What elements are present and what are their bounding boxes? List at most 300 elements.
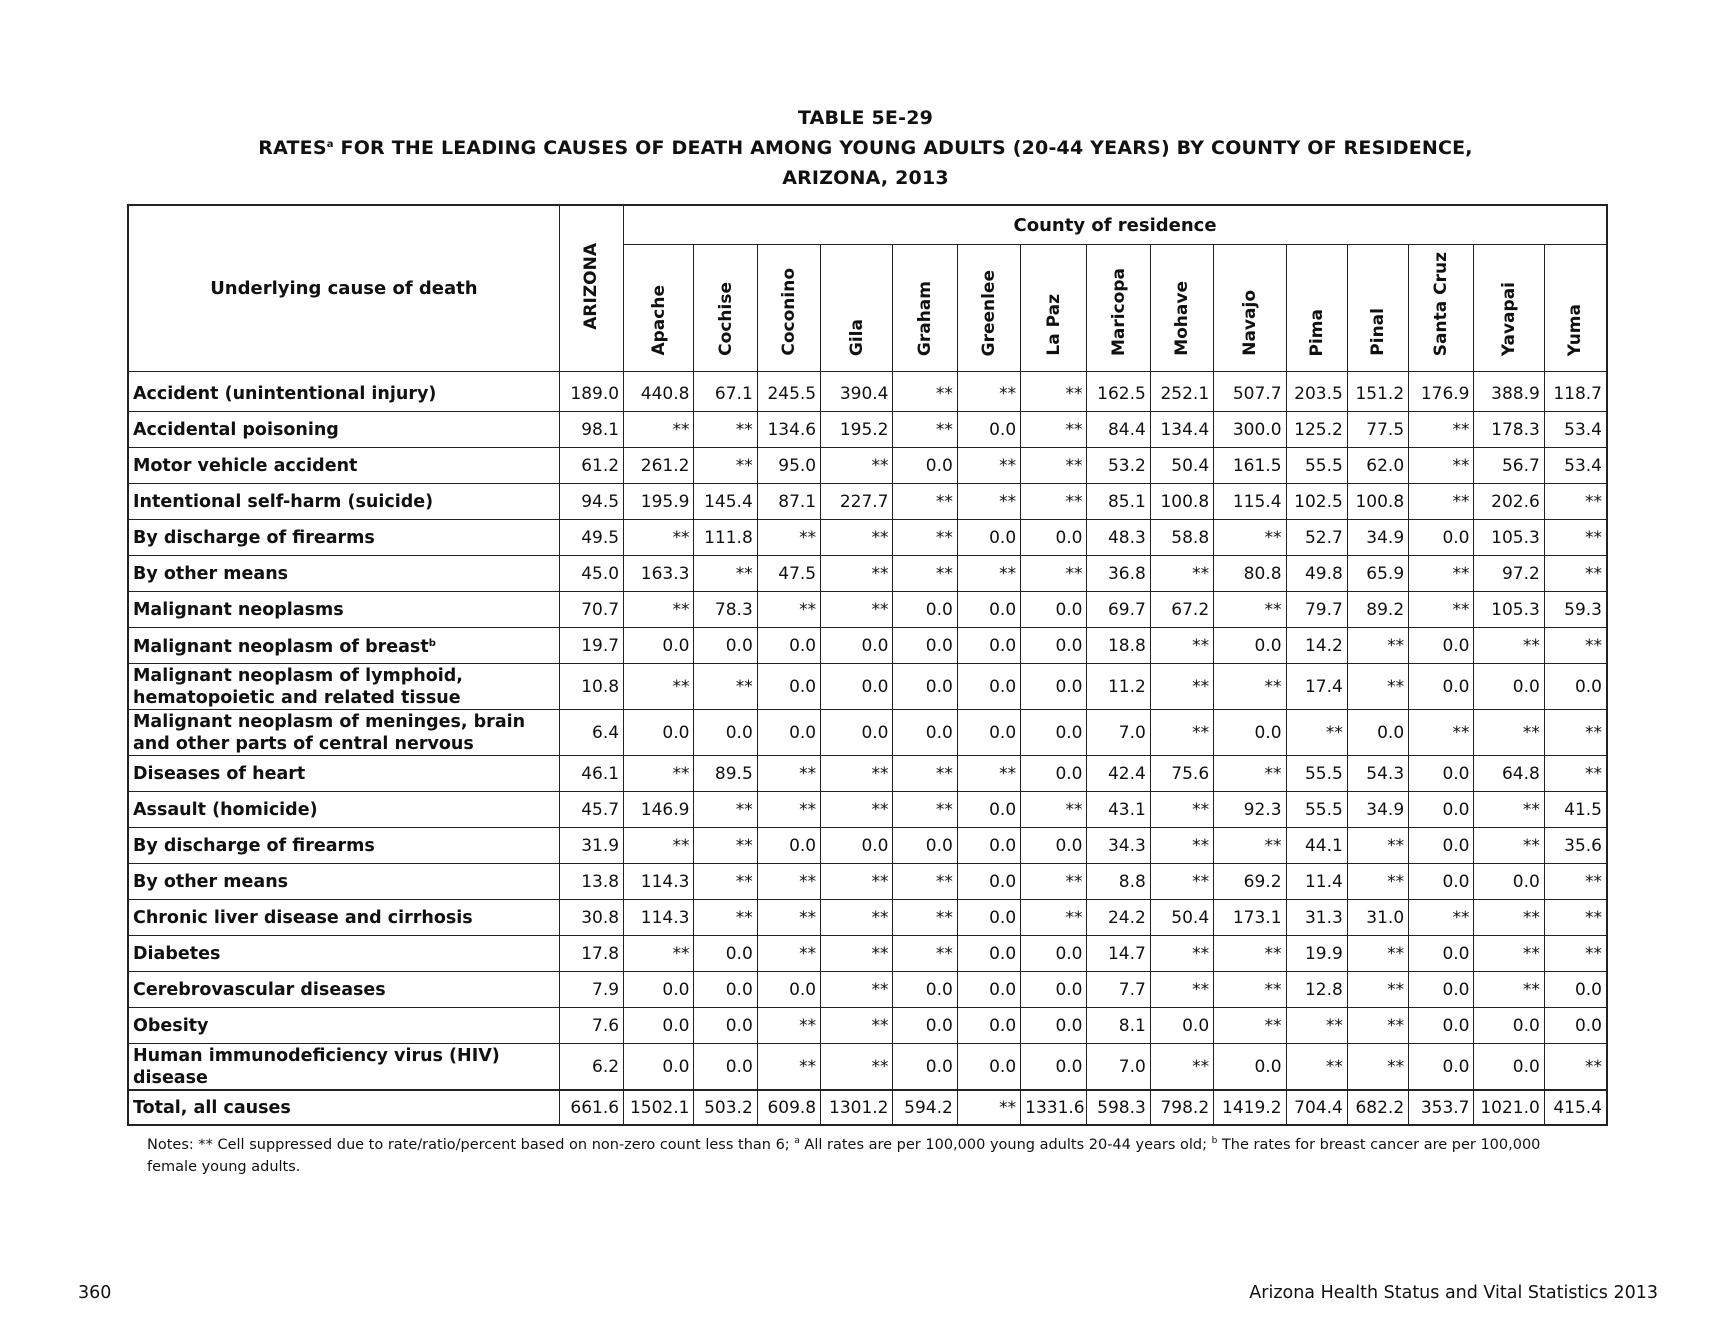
row-label <box>128 448 559 484</box>
rate-cell: ** <box>957 484 1020 520</box>
county-header-label: Mohave <box>1171 281 1192 356</box>
county-column-header <box>757 245 820 372</box>
rate-cell: 0.0 <box>893 710 957 756</box>
rate-cell: 53.4 <box>1544 448 1607 484</box>
rate-cell: ** <box>821 448 893 484</box>
rate-cell: 56.7 <box>1474 448 1544 484</box>
rate-cell: 114.3 <box>624 864 694 900</box>
rate-cell: 798.2 <box>1150 1090 1213 1125</box>
rate-cell: 0.0 <box>893 972 957 1008</box>
rate-cell: ** <box>1150 556 1213 592</box>
rate-cell: 0.0 <box>1021 592 1087 628</box>
rate-cell: 89.2 <box>1347 592 1408 628</box>
publication-footer: Arizona Health Status and Vital Statistics 2013 <box>1249 1283 1658 1303</box>
rate-cell: 0.0 <box>957 864 1020 900</box>
county-group-header: County of residence <box>624 205 1607 245</box>
rate-cell: 0.0 <box>1021 756 1087 792</box>
rate-cell: 388.9 <box>1474 372 1544 412</box>
rate-cell: 0.0 <box>1409 864 1474 900</box>
rate-cell: 0.0 <box>1409 828 1474 864</box>
title-rates: RATES <box>258 137 327 159</box>
rate-cell: ** <box>1214 664 1286 710</box>
rate-cell: 55.5 <box>1286 792 1347 828</box>
rate-cell: ** <box>1150 792 1213 828</box>
rate-cell: ** <box>1474 710 1544 756</box>
rate-cell: 0.0 <box>694 936 757 972</box>
rate-cell: 24.2 <box>1087 900 1150 936</box>
rate-cell: 173.1 <box>1214 900 1286 936</box>
rate-cell: 7.7 <box>1087 972 1150 1008</box>
rate-cell: 7.9 <box>559 972 623 1008</box>
county-header-label: Yuma <box>1565 303 1586 356</box>
rate-cell: 0.0 <box>957 1008 1020 1044</box>
rate-cell: 353.7 <box>1409 1090 1474 1125</box>
rate-cell: 0.0 <box>1021 628 1087 664</box>
rate-cell: ** <box>624 412 694 448</box>
rate-cell: 49.5 <box>559 520 623 556</box>
rate-cell: ** <box>1474 628 1544 664</box>
rate-cell: 195.2 <box>821 412 893 448</box>
rate-cell: ** <box>1150 972 1213 1008</box>
row-label-text: By other means <box>133 871 289 892</box>
rate-cell: 84.4 <box>1087 412 1150 448</box>
rate-cell: 0.0 <box>757 628 820 664</box>
rate-cell: ** <box>694 792 757 828</box>
county-header-label: Pinal <box>1367 308 1388 356</box>
row-label-line: hematopoietic and related tissue <box>133 687 461 708</box>
rate-cell: 34.9 <box>1347 792 1408 828</box>
rate-cell: 87.1 <box>757 484 820 520</box>
rate-cell: ** <box>1021 900 1087 936</box>
rate-cell: ** <box>1544 864 1607 900</box>
rate-cell: 118.7 <box>1544 372 1607 412</box>
rate-cell: 189.0 <box>559 372 623 412</box>
rate-cell: 50.4 <box>1150 448 1213 484</box>
rate-cell: 178.3 <box>1474 412 1544 448</box>
rate-cell: ** <box>1347 1008 1408 1044</box>
row-label-line: Malignant neoplasm of meninges, brain <box>133 711 526 732</box>
rate-cell: ** <box>1021 372 1087 412</box>
row-label-line: and other parts of central nervous <box>133 733 474 754</box>
rate-cell: 85.1 <box>1087 484 1150 520</box>
row-label <box>128 864 559 900</box>
rate-cell: 54.3 <box>1347 756 1408 792</box>
table-row <box>128 1044 1607 1091</box>
rate-cell: 0.0 <box>893 1044 957 1091</box>
rate-cell: ** <box>1150 864 1213 900</box>
rate-cell: 0.0 <box>893 628 957 664</box>
rate-cell: 0.0 <box>624 628 694 664</box>
rate-cell: ** <box>694 900 757 936</box>
row-label-text: Obesity <box>133 1015 209 1036</box>
rate-cell: 203.5 <box>1286 372 1347 412</box>
rate-cell: 111.8 <box>694 520 757 556</box>
rate-cell: 69.2 <box>1214 864 1286 900</box>
row-label-text: By discharge of firearms <box>133 527 375 548</box>
rate-cell: 0.0 <box>1544 972 1607 1008</box>
rate-cell: ** <box>821 972 893 1008</box>
rate-cell: ** <box>1409 592 1474 628</box>
rate-cell: 0.0 <box>757 710 820 756</box>
table-row <box>128 556 1607 592</box>
rate-cell: ** <box>1286 1008 1347 1044</box>
rate-cell: 0.0 <box>1021 828 1087 864</box>
county-column-header <box>1021 245 1087 372</box>
rate-cell: ** <box>957 556 1020 592</box>
rate-cell: 95.0 <box>757 448 820 484</box>
rate-cell: 49.8 <box>1286 556 1347 592</box>
rate-cell: 47.5 <box>757 556 820 592</box>
table-title <box>0 137 1731 159</box>
rate-cell: ** <box>757 592 820 628</box>
county-column-header <box>1409 245 1474 372</box>
county-header-label: Pima <box>1306 308 1327 356</box>
row-label <box>128 828 559 864</box>
rate-cell: ** <box>1214 756 1286 792</box>
rate-cell: ** <box>1021 484 1087 520</box>
rate-cell: 58.8 <box>1150 520 1213 556</box>
rate-cell: 0.0 <box>1021 972 1087 1008</box>
rate-cell: ** <box>893 484 957 520</box>
rate-cell: 98.1 <box>559 412 623 448</box>
rate-cell: ** <box>1409 556 1474 592</box>
rate-cell: 50.4 <box>1150 900 1213 936</box>
rate-cell: 31.3 <box>1286 900 1347 936</box>
table-row <box>128 1090 1607 1125</box>
rate-cell: ** <box>1474 972 1544 1008</box>
table-number: TABLE 5E-29 <box>797 107 934 129</box>
county-header-label: Cochise <box>715 282 736 356</box>
rate-cell: ** <box>694 664 757 710</box>
rate-cell: 0.0 <box>1409 792 1474 828</box>
county-column-header <box>694 245 757 372</box>
rate-cell: ** <box>1544 1044 1607 1091</box>
table-row <box>128 828 1607 864</box>
rate-cell: 53.4 <box>1544 412 1607 448</box>
county-header-label: Greenlee <box>978 269 999 356</box>
rate-cell: ** <box>757 792 820 828</box>
rate-cell: 55.5 <box>1286 448 1347 484</box>
row-label <box>128 710 559 756</box>
rate-cell: ** <box>1150 828 1213 864</box>
county-header-label: Santa Cruz <box>1431 251 1452 356</box>
rate-cell: 34.9 <box>1347 520 1408 556</box>
rate-cell: ** <box>1409 710 1474 756</box>
rate-cell: ** <box>1347 936 1408 972</box>
rate-cell: 55.5 <box>1286 756 1347 792</box>
rate-cell: ** <box>821 936 893 972</box>
rate-cell: ** <box>1544 484 1607 520</box>
rate-cell: 134.4 <box>1150 412 1213 448</box>
rate-cell: ** <box>1474 936 1544 972</box>
rate-cell: 0.0 <box>1214 710 1286 756</box>
notes-text-3: The rates for breast cancer are per 100,000 female young adults. <box>147 1137 1541 1175</box>
rate-cell: 0.0 <box>1021 1044 1087 1091</box>
rate-cell: 19.7 <box>559 628 623 664</box>
rate-cell: 0.0 <box>1409 972 1474 1008</box>
rate-cell: 31.9 <box>559 828 623 864</box>
county-header-label: Maricopa <box>1108 268 1129 356</box>
rate-cell: 161.5 <box>1214 448 1286 484</box>
rate-cell: ** <box>1150 936 1213 972</box>
rate-cell: 0.0 <box>893 448 957 484</box>
rate-cell: 7.6 <box>559 1008 623 1044</box>
rate-cell: 0.0 <box>1409 664 1474 710</box>
rate-cell: ** <box>1409 900 1474 936</box>
rate-cell: ** <box>1544 520 1607 556</box>
county-header-label: Coconino <box>778 268 799 356</box>
row-label-footnote: b <box>428 638 436 649</box>
rate-cell: ** <box>893 900 957 936</box>
rate-cell: 0.0 <box>694 1008 757 1044</box>
rate-cell: 0.0 <box>957 710 1020 756</box>
rate-cell: 0.0 <box>821 664 893 710</box>
table-row <box>128 664 1607 710</box>
rate-cell: 300.0 <box>1214 412 1286 448</box>
rate-cell: ** <box>1214 936 1286 972</box>
rate-cell: 59.3 <box>1544 592 1607 628</box>
rate-cell: 163.3 <box>624 556 694 592</box>
rate-cell: ** <box>893 864 957 900</box>
rate-cell: 14.7 <box>1087 936 1150 972</box>
rate-cell: 17.8 <box>559 936 623 972</box>
rate-cell: 43.1 <box>1087 792 1150 828</box>
rate-cell: 0.0 <box>624 710 694 756</box>
row-label <box>128 412 559 448</box>
rate-cell: 0.0 <box>957 1044 1020 1091</box>
rate-cell: 100.8 <box>1150 484 1213 520</box>
row-label <box>128 664 559 710</box>
row-label-text: Motor vehicle accident <box>133 455 358 476</box>
rate-cell: 0.0 <box>757 664 820 710</box>
row-label <box>128 628 559 664</box>
rate-cell: 19.9 <box>1286 936 1347 972</box>
rate-cell: ** <box>1021 412 1087 448</box>
rate-cell: 0.0 <box>957 828 1020 864</box>
rate-cell: 0.0 <box>1021 1008 1087 1044</box>
rate-cell: ** <box>1409 448 1474 484</box>
county-header-label: Navajo <box>1239 290 1260 356</box>
rate-cell: 261.2 <box>624 448 694 484</box>
rate-cell: ** <box>1409 484 1474 520</box>
rate-cell: 114.3 <box>624 900 694 936</box>
rate-cell: 41.5 <box>1544 792 1607 828</box>
rate-cell: ** <box>624 592 694 628</box>
row-label-text: Malignant neoplasm of breast <box>133 637 429 657</box>
table-row <box>128 792 1607 828</box>
rate-cell: 507.7 <box>1214 372 1286 412</box>
rate-cell: ** <box>624 756 694 792</box>
rate-cell: ** <box>1286 710 1347 756</box>
rate-cell: 134.6 <box>757 412 820 448</box>
rate-cell: 0.0 <box>1409 1008 1474 1044</box>
rate-cell: 227.7 <box>821 484 893 520</box>
rate-cell: ** <box>1214 520 1286 556</box>
rate-cell: ** <box>624 664 694 710</box>
row-label <box>128 592 559 628</box>
rate-cell: 682.2 <box>1347 1090 1408 1125</box>
table-row <box>128 756 1607 792</box>
rate-cell: 0.0 <box>1474 1008 1544 1044</box>
table-row <box>128 592 1607 628</box>
table-row <box>128 1008 1607 1044</box>
rate-cell: ** <box>1021 448 1087 484</box>
table-row <box>128 628 1607 664</box>
rate-cell: 503.2 <box>694 1090 757 1125</box>
rate-cell: 0.0 <box>694 1044 757 1091</box>
rate-cell: 0.0 <box>893 828 957 864</box>
rate-cell: ** <box>893 372 957 412</box>
page-number: 360 <box>78 1283 112 1303</box>
title-footnote-a: a <box>326 139 334 150</box>
death-rates-table <box>127 204 1608 1126</box>
rate-cell: 1502.1 <box>624 1090 694 1125</box>
rate-cell: ** <box>957 756 1020 792</box>
rate-cell: 34.3 <box>1087 828 1150 864</box>
rate-cell: 53.2 <box>1087 448 1150 484</box>
row-label-line: Human immunodeficiency virus (HIV) <box>133 1045 500 1066</box>
rate-cell: ** <box>1544 900 1607 936</box>
rate-cell: ** <box>1021 864 1087 900</box>
rate-cell: 100.8 <box>1347 484 1408 520</box>
rate-cell: 18.8 <box>1087 628 1150 664</box>
rate-cell: 0.0 <box>1021 664 1087 710</box>
notes-text-1: Notes: ** Cell suppressed due to rate/ratio/percent based on non-zero count less than 6; <box>147 1137 795 1153</box>
rate-cell: 12.8 <box>1286 972 1347 1008</box>
row-label <box>128 936 559 972</box>
row-label <box>128 900 559 936</box>
rate-cell: 704.4 <box>1286 1090 1347 1125</box>
rate-cell: 195.9 <box>624 484 694 520</box>
rate-cell: ** <box>821 520 893 556</box>
rate-cell: 0.0 <box>821 628 893 664</box>
county-column-header <box>821 245 893 372</box>
row-label <box>128 756 559 792</box>
rate-cell: 0.0 <box>893 1008 957 1044</box>
rate-cell: ** <box>1286 1044 1347 1091</box>
row-label-text: Chronic liver disease and cirrhosis <box>133 907 473 928</box>
rate-cell: 440.8 <box>624 372 694 412</box>
rate-cell: ** <box>821 756 893 792</box>
rate-cell: ** <box>624 828 694 864</box>
rate-cell: 65.9 <box>1347 556 1408 592</box>
rate-cell: 97.2 <box>1474 556 1544 592</box>
rate-cell: ** <box>1214 972 1286 1008</box>
rate-cell: 0.0 <box>957 900 1020 936</box>
rate-cell: ** <box>757 520 820 556</box>
rate-cell: 245.5 <box>757 372 820 412</box>
rate-cell: 1301.2 <box>821 1090 893 1125</box>
county-column-header <box>624 245 694 372</box>
rate-cell: 0.0 <box>1474 864 1544 900</box>
title-rest: FOR THE LEADING CAUSES OF DEATH AMONG YOUNG ADULTS (20-44 YEARS) BY COUNTY OF RESIDENCE, <box>333 137 1473 159</box>
table-row <box>128 448 1607 484</box>
row-label <box>128 792 559 828</box>
rate-cell: ** <box>757 900 820 936</box>
rate-cell: 0.0 <box>1021 710 1087 756</box>
rate-cell: 105.3 <box>1474 592 1544 628</box>
rate-cell: 0.0 <box>624 972 694 1008</box>
rate-cell: 202.6 <box>1474 484 1544 520</box>
arizona-column-header <box>559 205 623 372</box>
row-label-text: Malignant neoplasms <box>133 599 344 620</box>
rate-cell: 1419.2 <box>1214 1090 1286 1125</box>
notes-sup-b: b <box>1211 1136 1218 1146</box>
rate-cell: 70.7 <box>559 592 623 628</box>
rate-cell: 0.0 <box>821 710 893 756</box>
rate-cell: 176.9 <box>1409 372 1474 412</box>
rate-cell: 0.0 <box>957 936 1020 972</box>
county-column-header <box>1474 245 1544 372</box>
rate-cell: 8.1 <box>1087 1008 1150 1044</box>
rate-cell: 0.0 <box>893 664 957 710</box>
row-label <box>128 372 559 412</box>
rate-cell: 0.0 <box>1409 1044 1474 1091</box>
rate-cell: 48.3 <box>1087 520 1150 556</box>
rate-cell: ** <box>694 828 757 864</box>
rate-cell: 0.0 <box>957 592 1020 628</box>
rate-cell: 1331.6 <box>1021 1090 1087 1125</box>
rate-cell: 0.0 <box>624 1044 694 1091</box>
rate-cell: 62.0 <box>1347 448 1408 484</box>
rate-cell: 67.2 <box>1150 592 1213 628</box>
rate-cell: ** <box>1544 710 1607 756</box>
rate-cell: 125.2 <box>1286 412 1347 448</box>
rate-cell: ** <box>757 756 820 792</box>
rate-cell: ** <box>1347 1044 1408 1091</box>
county-column-header <box>1347 245 1408 372</box>
rate-cell: ** <box>694 556 757 592</box>
rate-cell: ** <box>624 936 694 972</box>
rate-cell: 0.0 <box>957 972 1020 1008</box>
arizona-header-label: ARIZONA <box>581 243 602 330</box>
rate-cell: ** <box>1347 864 1408 900</box>
rate-cell: ** <box>957 1090 1020 1125</box>
rate-cell: 0.0 <box>1021 936 1087 972</box>
rate-cell: ** <box>1544 556 1607 592</box>
rate-cell: 0.0 <box>1347 710 1408 756</box>
rate-cell: 115.4 <box>1214 484 1286 520</box>
county-header-label: Graham <box>915 280 936 356</box>
rate-cell: 146.9 <box>624 792 694 828</box>
row-label-text: Diseases of heart <box>133 763 306 784</box>
cause-column-header: Underlying cause of death <box>128 205 559 372</box>
table-row <box>128 900 1607 936</box>
rate-cell: ** <box>1474 792 1544 828</box>
rate-cell: ** <box>893 792 957 828</box>
rate-cell: 69.7 <box>1087 592 1150 628</box>
table-row <box>128 520 1607 556</box>
row-label-line: disease <box>133 1067 208 1088</box>
county-header-label: La Paz <box>1043 294 1064 356</box>
row-label-text: By discharge of firearms <box>133 835 375 856</box>
table-row <box>128 412 1607 448</box>
row-label <box>128 1008 559 1044</box>
row-label <box>128 556 559 592</box>
rate-cell: 0.0 <box>821 828 893 864</box>
row-label-text: Total, all causes <box>133 1097 291 1118</box>
rate-cell: ** <box>821 900 893 936</box>
rate-cell: ** <box>694 412 757 448</box>
rate-cell: ** <box>1474 900 1544 936</box>
rate-cell: 92.3 <box>1214 792 1286 828</box>
rate-cell: ** <box>821 792 893 828</box>
rate-cell: 6.4 <box>559 710 623 756</box>
table-notes <box>147 1130 1587 1178</box>
rate-cell: 0.0 <box>1214 628 1286 664</box>
rate-cell: 30.8 <box>559 900 623 936</box>
rate-cell: ** <box>757 1044 820 1091</box>
